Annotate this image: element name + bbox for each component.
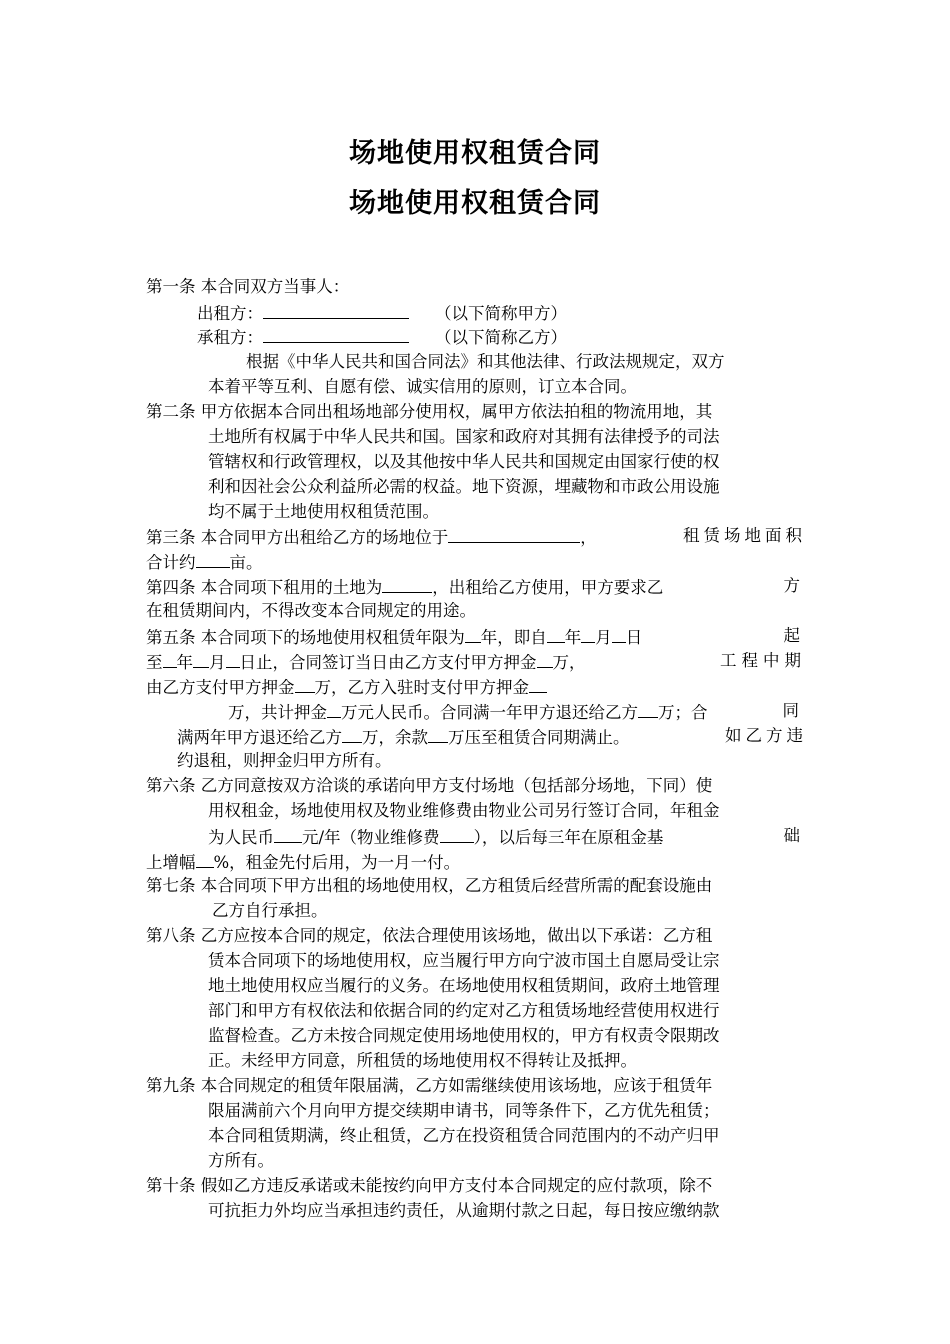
paragraph-line: 方所有。 (208, 1151, 274, 1170)
article-5-text: 第五条 本合同项下的场地使用权租赁年限为 (146, 628, 465, 647)
deposit-blank (537, 649, 553, 668)
article-7-line: 第七条 本合同项下甲方出租的场地使用权，乙方租赁后经营所需的配套设施由 (146, 876, 713, 895)
article-4-text-cont: ，出租给乙方使用，甲方要求乙 (432, 578, 664, 597)
area-blank (196, 549, 230, 568)
lessor-note: （以下简称甲方） (435, 304, 567, 323)
w1: 万，共计押金 (228, 703, 327, 722)
paragraph-line: 约退租，则押金归甲方所有。 (177, 751, 392, 770)
z1: 上增幅 (146, 853, 196, 872)
location-blank (448, 524, 580, 543)
paragraph-line: 正。未经甲方同意，所租赁的场地使用权不得转让及抵押。 (208, 1051, 637, 1070)
y2: 元/年（物业维修费 (302, 828, 440, 847)
z2: %，租金先付后用，为一月一付。 (213, 853, 461, 872)
refund-blank (638, 699, 658, 718)
term-blank (465, 624, 481, 643)
paragraph-line: 本着平等互利、自愿有偿、诚实信用的原则，订立本合同。 (208, 377, 637, 396)
t3: 月 (595, 628, 612, 647)
lessor-blank (263, 300, 409, 319)
deposit-blank (529, 674, 547, 693)
w3: 万；合 (658, 703, 708, 722)
t4: 日 (625, 628, 643, 647)
u2: 年 (176, 653, 193, 672)
paragraph-line: 本合同租赁期满，终止租赁，乙方在投资租赁合同范围内的不动产归甲 (208, 1126, 720, 1145)
lessee-line (197, 324, 567, 350)
rent-blank (274, 824, 302, 843)
w2: 万元人民币。合同满一年甲方退还给乙方 (341, 703, 638, 722)
t2: 年 (564, 628, 582, 647)
x3: 万压至租赁合同期满止。 (448, 728, 630, 747)
article-10-line: 第十条 假如乙方违反承诺或未能按约向甲方支付本合同规定的应付款项，除不 (146, 1176, 713, 1195)
paragraph-line: 土地所有权属于中华人民共和国。国家和政府对其拥有法律授予的司法 (208, 427, 720, 446)
total-blank (327, 699, 341, 718)
paragraph-line: 地土地使用权应当履行的义务。在场地使用权租赁期间，政府土地管理 (208, 976, 720, 995)
paragraph-line: 在租赁期间内，不得改变本合同规定的用途。 (146, 601, 476, 620)
article-5-line-5 (177, 724, 807, 750)
y4: 础 (783, 826, 800, 845)
paragraph-line: 管辖权和行政管理权，以及其他按中华人民共和国规定由国家行使的权 (208, 452, 720, 471)
paragraph-line: 乙方自行承担。 (212, 901, 328, 920)
land-blank (382, 574, 432, 593)
balance-blank (428, 724, 448, 743)
area-text: 租赁场地面积 (683, 526, 806, 545)
article-1-heading: 第一条 本合同双方当事人： (146, 277, 350, 296)
comma: ， (580, 528, 597, 547)
paragraph-line: 均不属于土地使用权租赁范围。 (208, 502, 439, 521)
article-3-text: 第三条 本合同甲方出租给乙方的场地位于 (146, 528, 449, 547)
increase-blank (196, 849, 214, 868)
area-unit: 亩。 (229, 553, 263, 572)
article-4-end: 方 (783, 576, 800, 595)
day-blank (612, 624, 626, 643)
paragraph-line: 限届满前六个月向甲方提交续期申请书，同等条件下，乙方优先租赁； (208, 1101, 720, 1120)
w4: 同 (782, 701, 799, 720)
article-2-line: 第二条 甲方依据本合同出租场地部分使用权，属甲方依法拍租的物流用地，其 (146, 402, 713, 421)
u5: 万， (552, 653, 586, 672)
x4: 如乙方违 (725, 726, 807, 745)
deposit-blank (295, 674, 315, 693)
lessor-label: 出租方： (197, 304, 263, 323)
paragraph-line: 监督检查。乙方未按合同规定使用场地使用权的，甲方有权责令限期改 (208, 1026, 720, 1045)
x1: 满两年甲方退还给乙方 (177, 728, 342, 747)
u1: 至 (146, 653, 163, 672)
year-blank (163, 649, 177, 668)
u6: 工程中期 (720, 651, 806, 670)
paragraph-line: 可抗拒力外均应当承担违约责任，从逾期付款之日起，每日按应缴纳款 (208, 1201, 720, 1220)
paragraph-line: 根据《中华人民共和国合同法》和其他法律、行政法规规定，双方 (246, 352, 725, 371)
u3: 月 (209, 653, 226, 672)
article-5-line (146, 624, 800, 650)
article-8-line: 第八条 乙方应按本合同的规定，依法合理使用该场地，做出以下承诺：乙方租 (146, 926, 713, 945)
article-6-line: 第六条 乙方同意按双方洽谈的承诺向甲方支付场地（包括部分场地，下同）使 (146, 776, 713, 795)
year-blank (547, 624, 565, 643)
article-3-line (146, 524, 806, 550)
article-6-line-4 (146, 849, 460, 875)
article-4-text: 第四条 本合同项下租用的土地为 (146, 578, 383, 597)
t1: 年，即自 (480, 628, 547, 647)
article-9-line: 第九条 本合同规定的租赁年限届满，乙方如需继续使用该场地，应该于租赁年 (146, 1076, 713, 1095)
article-4-line (146, 574, 800, 600)
y3: ），以后每三年在原租金基 (473, 828, 664, 847)
maintenance-blank (440, 824, 474, 843)
article-5-line-3 (146, 674, 547, 700)
paragraph-line: 利和因社会公众利益所必需的权益。地下资源，埋藏物和市政公用设施 (208, 477, 720, 496)
lessee-note: （以下简称乙方） (435, 328, 567, 347)
lessor-line (197, 300, 567, 326)
paragraph-line: 部门和甲方有权依法和依据合同的约定对乙方租赁场地经营使用权进行 (208, 1001, 720, 1020)
day-blank (226, 649, 240, 668)
lessee-label: 承租方： (197, 328, 263, 347)
article-5-line-4 (228, 699, 799, 725)
paragraph-line: 用权租金，场地使用权及物业维修费由物业公司另行签订合同，年租金 (208, 801, 720, 820)
lessee-blank (263, 324, 409, 343)
t5: 起 (783, 626, 800, 645)
y1: 为人民币 (208, 828, 274, 847)
month-blank (193, 649, 209, 668)
v1: 由乙方支付甲方押金 (146, 678, 295, 697)
doc-title: 场地使用权租赁合同 (349, 138, 601, 169)
article-6-line-3 (208, 824, 800, 850)
area-line (146, 549, 263, 575)
doc-subtitle: 场地使用权租赁合同 (349, 188, 601, 219)
month-blank (581, 624, 595, 643)
paragraph-line: 赁本合同项下的场地使用权，应当履行甲方向宁波市国土自愿局受让宗 (208, 951, 720, 970)
v2: 万，乙方入驻时支付甲方押金 (314, 678, 529, 697)
u4: 日止，合同签订当日由乙方支付甲方押金 (239, 653, 537, 672)
x2: 万，余款 (362, 728, 428, 747)
area-label: 合计约 (146, 553, 196, 572)
article-5-line-2 (146, 649, 806, 675)
refund-blank (342, 724, 362, 743)
